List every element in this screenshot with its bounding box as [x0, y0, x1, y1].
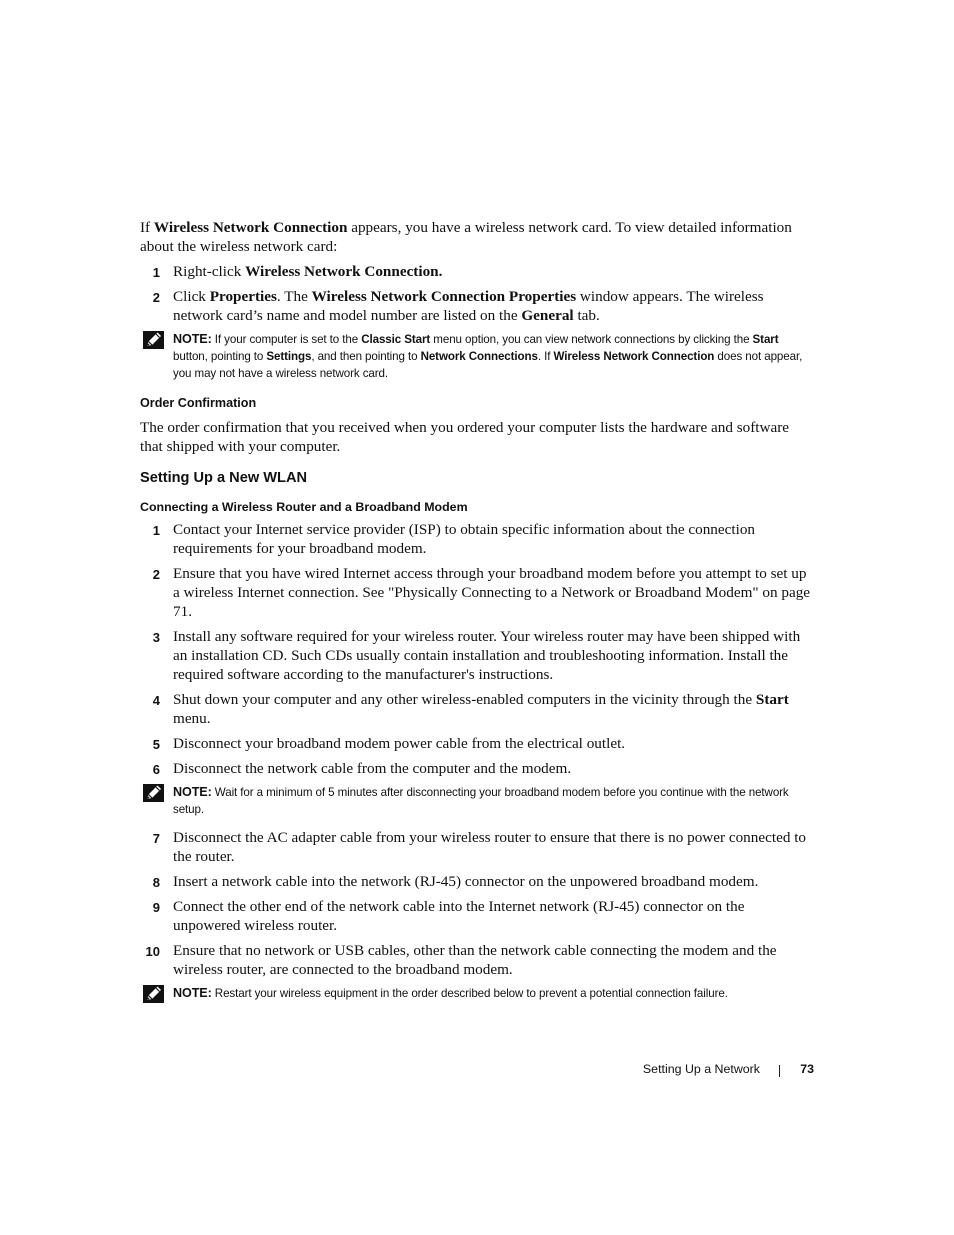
step-text: Ensure that no network or USB cables, other than the network cable connecting the modem and the wireless router, are connected to the broadband modem.: [173, 942, 777, 978]
step-number: 3: [152, 630, 160, 645]
step-text: Insert a network cable into the network (RJ-45) connector on the unpowered broadband modem.: [173, 873, 759, 890]
note-bold: Start: [752, 333, 779, 346]
footer-divider: [779, 1065, 780, 1077]
step-number: 7: [152, 831, 160, 846]
page-content: [140, 218, 812, 1012]
step-bold: General: [521, 307, 574, 324]
page-footer: [600, 1061, 814, 1081]
step-number: 1: [152, 265, 160, 280]
list-item: [140, 262, 812, 281]
step-text: tab.: [573, 307, 600, 324]
note-text: button, pointing to: [173, 350, 267, 363]
list-item: [140, 287, 812, 325]
step-text: Install any software required for your wireless router. Your wireless router may have been shipped with an installation CD. Such CDs usually contain installation and troubleshooting information. Install the required software according to the manufacturer's instructions.: [173, 628, 801, 683]
note-text: , and then pointing to: [311, 350, 421, 363]
note-block: [140, 985, 812, 1002]
note-text: Wait for a minimum of 5 minutes after disconnecting your broadband modem before you continue with the network setup.: [173, 786, 789, 816]
step-text: Disconnect the network cable from the computer and the modem.: [173, 760, 572, 777]
step-bold: Wireless Network Connection Properties: [311, 288, 577, 305]
step-number: 8: [152, 875, 160, 890]
note-label: NOTE:: [173, 332, 212, 346]
note-text: Restart your wireless equipment in the order described below to prevent a potential connection failure.: [211, 987, 728, 1000]
step-text: Connect the other end of the network cable into the Internet network (RJ-45) connector on the unpowered wireless router.: [173, 898, 745, 934]
note-label: NOTE:: [173, 986, 212, 1000]
step-number: 9: [152, 900, 160, 915]
list-item: [140, 564, 812, 621]
order-paragraph: The order confirmation that you received when you ordered your computer lists the hardware and software that shipped with your computer.: [140, 419, 790, 455]
pencil-note-icon: [143, 331, 164, 349]
footer-section-title: Setting Up a Network: [642, 1062, 760, 1076]
steps-list-c: [140, 828, 812, 979]
intro-text: appears, you have a wireless network card. To view detailed information about the wireless network card:: [140, 219, 792, 255]
note-text: . If: [537, 350, 554, 363]
step-bold: Wireless Network Connection.: [245, 263, 443, 280]
note-bold: Classic Start: [361, 333, 431, 346]
step-number: 1: [152, 523, 160, 538]
subsection-heading: Connecting a Wireless Router and a Broadband Modem: [140, 500, 468, 514]
step-text: Disconnect the AC adapter cable from your wireless router to ensure that there is no power connected to the router.: [173, 829, 807, 865]
list-item: [140, 520, 812, 558]
step-text: Right-click: [173, 263, 246, 280]
note-bold: Settings: [266, 350, 312, 363]
list-item: [140, 897, 812, 935]
step-number: 10: [145, 944, 160, 959]
step-text: Contact your Internet service provider (ISP) to obtain specific information about the connection requirements for your broadband modem.: [173, 521, 756, 557]
step-text: Click: [173, 288, 210, 305]
note-text: menu option, you can view network connections by clicking the: [430, 333, 753, 346]
step-text: . The: [276, 288, 312, 305]
step-bold: Start: [755, 691, 789, 708]
pencil-note-icon: [143, 985, 164, 1003]
intro-bold: Wireless Network Connection: [153, 219, 348, 236]
steps-list-b: [140, 520, 812, 778]
note-block: [140, 784, 812, 818]
pencil-note-icon: [143, 784, 164, 802]
list-item: [140, 690, 812, 728]
note-text: does not appear, you may not have a wireless network card.: [173, 350, 803, 380]
list-item: [140, 872, 812, 891]
step-bold: Properties: [209, 288, 277, 305]
note-text: If your computer is set to the: [211, 333, 362, 346]
step-number: 2: [152, 567, 160, 582]
list-item: [140, 828, 812, 866]
note-bold: Network Connections: [420, 350, 538, 363]
list-item: [140, 627, 812, 684]
order-heading: Order Confirmation: [140, 396, 257, 410]
step-text: menu.: [173, 710, 211, 727]
intro-paragraph: [140, 218, 812, 256]
note-label: NOTE:: [173, 785, 212, 799]
list-item: [140, 941, 812, 979]
step-number: 6: [152, 762, 160, 777]
page-number: 73: [800, 1062, 814, 1076]
step-number: 4: [152, 693, 160, 708]
step-text: Shut down your computer and any other wireless-enabled computers in the vicinity through the: [173, 691, 756, 708]
note-block: [140, 331, 812, 382]
intro-text: If: [140, 219, 154, 236]
section-heading: Setting Up a New WLAN: [140, 470, 308, 486]
step-number: 5: [152, 737, 160, 752]
list-item: [140, 759, 812, 778]
step-number: 2: [152, 290, 160, 305]
step-text: Ensure that you have wired Internet access through your broadband modem before you attempt to set up a wireless Internet connection. See "Physically Connecting to a Network or Broadband Modem" on page 71.: [173, 565, 811, 620]
step-text: window appears. The wireless network card’s name and model number are listed on the: [173, 288, 764, 324]
list-item: [140, 734, 812, 753]
step-text: Disconnect your broadband modem power cable from the electrical outlet.: [173, 735, 626, 752]
note-bold: Wireless Network Connection: [553, 350, 715, 363]
steps-list-a: [140, 262, 812, 325]
